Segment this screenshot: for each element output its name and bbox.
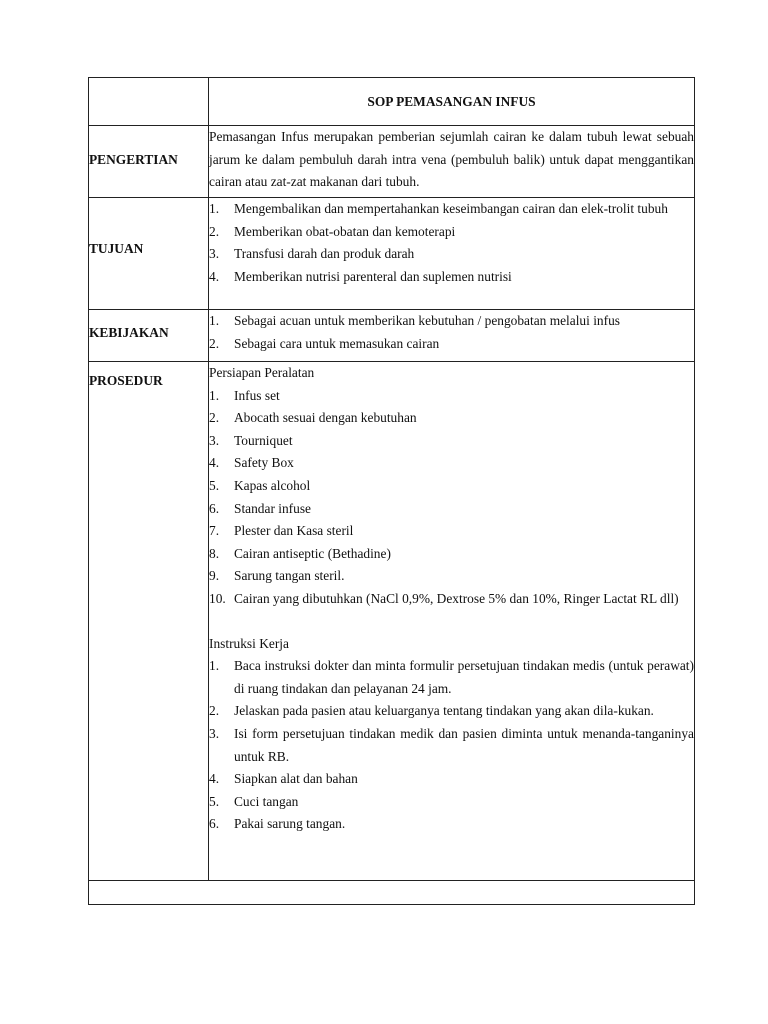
item-text: Sebagai cara untuk memasukan cairan — [234, 335, 440, 351]
list-item — [209, 221, 694, 244]
list-item — [209, 565, 694, 588]
item-text: Memberikan nutrisi parenteral dan suplemen nutrisi — [234, 268, 512, 284]
item-number: 10. — [209, 590, 226, 606]
list-item — [209, 243, 694, 266]
item-text: Abocath sesuai dengan kebutuhan — [234, 410, 417, 426]
item-text: Siapkan alat dan bahan — [234, 771, 358, 787]
spacer — [209, 611, 694, 633]
item-number: 2. — [209, 410, 220, 426]
item-number: 4. — [209, 771, 220, 787]
prosedur-row — [89, 362, 695, 881]
title-cell — [209, 78, 695, 126]
pengertian-label-cell — [89, 126, 209, 198]
title-empty-cell — [89, 78, 209, 126]
list-item — [209, 198, 694, 221]
peralatan-list — [209, 385, 694, 611]
item-text: Infus set — [234, 387, 280, 403]
prosedur-label-cell — [89, 362, 209, 881]
list-item — [209, 700, 694, 723]
list-item — [209, 266, 694, 289]
item-number: 1. — [209, 658, 220, 674]
document-title: SOP PEMASANGAN INFUS — [367, 94, 536, 109]
pengertian-row — [89, 126, 695, 198]
kebijakan-row — [89, 310, 695, 362]
item-number: 1. — [209, 313, 220, 328]
item-number: 2. — [209, 335, 220, 351]
footer-row — [89, 881, 695, 905]
tujuan-row — [89, 198, 695, 310]
item-number: 1. — [209, 201, 220, 216]
item-text: Standar infuse — [234, 500, 311, 516]
item-number: 4. — [209, 455, 220, 471]
item-number: 3. — [209, 432, 220, 448]
pengertian-content-cell — [209, 126, 695, 198]
item-text: Jelaskan pada pasien atau keluarganya tentang tindakan yang akan dila-kukan. — [234, 703, 654, 719]
footer-empty-cell — [89, 881, 695, 905]
item-text: Pakai sarung tangan. — [234, 816, 346, 832]
list-item — [209, 813, 694, 836]
item-text: Isi form persetujuan tindakan medik dan pasien diminta untuk menanda-tanganinya untuk RB. — [234, 725, 694, 764]
item-number: 6. — [209, 816, 220, 832]
item-number: 1. — [209, 387, 220, 403]
kebijakan-content-cell — [209, 310, 695, 362]
kebijakan-label: KEBIJAKAN — [89, 325, 169, 340]
tujuan-label: TUJUAN — [89, 241, 144, 256]
item-text: Safety Box — [234, 455, 294, 471]
list-item — [209, 385, 694, 408]
item-text: Sebagai acuan untuk memberikan kebutuhan / pengobatan melalui infus — [234, 313, 620, 328]
item-text: Cairan yang dibutuhkan (NaCl 0,9%, Dextrose 5% dan 10%, Ringer Lactat RL dll) — [234, 590, 679, 606]
kebijakan-label-cell — [89, 310, 209, 362]
list-item — [209, 310, 694, 333]
kebijakan-list — [209, 310, 694, 355]
tujuan-label-cell — [89, 198, 209, 310]
instruksi-list — [209, 655, 694, 836]
sop-table — [88, 77, 695, 905]
title-row — [89, 78, 695, 126]
item-number: 5. — [209, 477, 220, 493]
list-item — [209, 543, 694, 566]
item-text: Cairan antiseptic (Bethadine) — [234, 545, 391, 561]
item-text: Kapas alcohol — [234, 477, 311, 493]
list-item — [209, 333, 694, 356]
item-number: 8. — [209, 545, 220, 561]
prosedur-label: PROSEDUR — [89, 373, 163, 388]
pengertian-text: Pemasangan Infus merupakan pemberian sejumlah cairan ke dalam tubuh lewat sebuah jarum ke dalam pembuluh darah intra vena (pembuluh balik) untuk dapat menggantikan cairan atau zat-zat makanan dari tubuh. — [209, 129, 694, 190]
item-text: Memberikan obat-obatan dan kemoterapi — [234, 223, 456, 239]
item-text: Tourniquet — [234, 432, 293, 448]
item-number: 2. — [209, 223, 220, 239]
tujuan-content-cell — [209, 198, 695, 310]
item-number: 4. — [209, 268, 220, 284]
item-text: Mengembalikan dan mempertahankan keseimbangan cairan dan elek-trolit tubuh — [234, 201, 668, 216]
item-number: 3. — [209, 725, 220, 741]
pengertian-label: PENGERTIAN — [89, 152, 178, 167]
item-number: 9. — [209, 568, 220, 584]
list-item — [209, 520, 694, 543]
list-item — [209, 791, 694, 814]
item-text: Plester dan Kasa steril — [234, 523, 354, 539]
item-text: Sarung tangan steril. — [234, 568, 345, 584]
prosedur-content-cell — [209, 362, 695, 881]
list-item — [209, 588, 694, 611]
instruksi-heading: Instruksi Kerja — [209, 635, 289, 651]
list-item — [209, 498, 694, 521]
item-number: 6. — [209, 500, 220, 516]
item-number: 5. — [209, 793, 220, 809]
item-number: 7. — [209, 523, 220, 539]
list-item — [209, 452, 694, 475]
item-text: Cuci tangan — [234, 793, 299, 809]
list-item — [209, 723, 694, 768]
list-item — [209, 655, 694, 700]
list-item — [209, 475, 694, 498]
tujuan-list — [209, 198, 694, 288]
item-number: 2. — [209, 703, 220, 719]
list-item — [209, 407, 694, 430]
list-item — [209, 430, 694, 453]
peralatan-heading: Persiapan Peralatan — [209, 365, 315, 380]
list-item — [209, 768, 694, 791]
item-text: Transfusi darah dan produk darah — [234, 246, 415, 262]
item-number: 3. — [209, 246, 220, 262]
item-text: Baca instruksi dokter dan minta formulir persetujuan tindakan medis (untuk perawat) di ruang tindakan dan pelayanan 24 jam. — [234, 658, 694, 696]
